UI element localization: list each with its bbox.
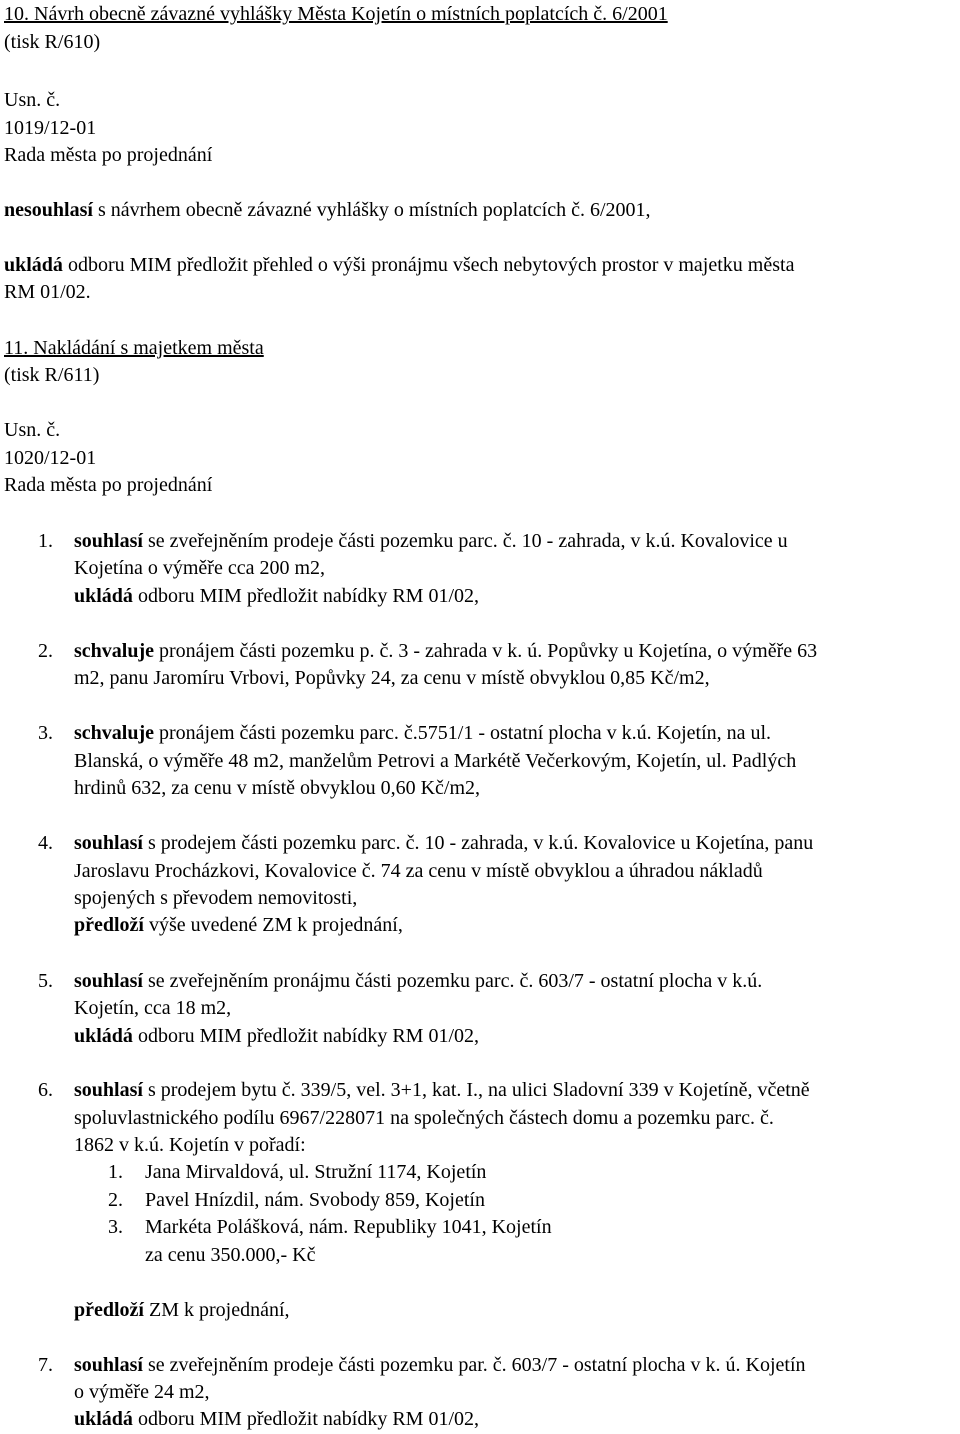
section-10-resolution-2-cont: RM 01/02. — [4, 281, 91, 303]
item-number: 7. — [38, 1354, 53, 1376]
item-1-line-3 — [74, 584, 479, 608]
keyword-nesouhlasi: nesouhlasí — [4, 199, 93, 221]
item-4-line-2: Jaroslavu Procházkovi, Kovalovice č. 74 za cenu v místě obvyklou a úhradou nákladů — [74, 860, 763, 882]
item-5-line-2: Kojetín, cca 18 m2, — [74, 997, 232, 1019]
item-6-line-2: spoluvlastnického podílu 6967/228071 na společných částech domu a pozemku parc. č. — [74, 1107, 774, 1129]
item-6-price: za cenu 350.000,- Kč — [145, 1244, 316, 1266]
section-11-heading: 11. Nakládání s majetkem města — [4, 337, 264, 359]
resolution-text: s návrhem obecně závazné vyhlášky o místních poplatcích č. 6/2001, — [92, 199, 651, 221]
item-text: se zveřejněním pronájmu části pozemku parc. č. 603/7 - ostatní plocha v k.ú. — [142, 970, 763, 992]
item-7-line-2: o výměře 24 m2, — [74, 1381, 210, 1403]
section-10-resolution-1 — [4, 198, 651, 222]
item-1-line-1 — [74, 529, 788, 553]
sub-item-text: Pavel Hnízdil, nám. Svobody 859, Kojetín — [145, 1189, 485, 1211]
item-number: 2. — [38, 640, 53, 662]
section-10-heading: 10. Návrh obecně závazné vyhlášky Města Kojetín o místních poplatcích č. 6/2001 — [4, 3, 668, 25]
item-text: ZM k projednání, — [144, 1299, 290, 1321]
item-7-line-3 — [74, 1407, 479, 1431]
item-text: se zveřejněním prodeje části pozemku par. č. 603/7 - ostatní plocha v k. ú. Kojetín — [142, 1354, 806, 1376]
section-10-usn-label: Usn. č. — [4, 89, 61, 111]
keyword-schvaluje: schvaluje — [74, 640, 154, 662]
keyword-uklada: ukládá — [4, 254, 63, 276]
item-4-line-3: spojených s převodem nemovitosti, — [74, 887, 358, 909]
item-number: 3. — [38, 722, 53, 744]
item-3-line-1 — [74, 721, 771, 745]
section-10-resolution-2 — [4, 253, 794, 277]
item-text: s prodejem bytu č. 339/5, vel. 3+1, kat. I., na ulici Sladovní 339 v Kojetíně, včetně — [142, 1079, 810, 1101]
item-number: 4. — [38, 832, 53, 854]
section-10-rada: Rada města po projednání — [4, 144, 213, 166]
keyword-uklada: ukládá — [74, 1025, 133, 1047]
sub-item-number: 3. — [108, 1216, 123, 1238]
item-2-line-2: m2, panu Jaromíru Vrbovi, Popůvky 24, za cenu v místě obvyklou 0,85 Kč/m2, — [74, 667, 710, 689]
item-6-line-last — [74, 1298, 290, 1322]
item-number: 1. — [38, 530, 53, 552]
item-6-line-1 — [74, 1078, 810, 1102]
keyword-souhlasi: souhlasí — [74, 1079, 143, 1101]
item-text: výše uvedené ZM k projednání, — [144, 914, 403, 936]
item-1-line-2: Kojetína o výměře cca 200 m2, — [74, 557, 326, 579]
item-2-line-1 — [74, 639, 817, 663]
item-text: odboru MIM předložit nabídky RM 01/02, — [132, 585, 480, 607]
keyword-souhlasi: souhlasí — [74, 1354, 143, 1376]
item-text: odboru MIM předložit nabídky RM 01/02, — [132, 1408, 480, 1430]
item-text: pronájem části pozemku p. č. 3 - zahrada v k. ú. Popůvky u Kojetína, o výměře 63 — [154, 640, 818, 662]
item-6-line-3: 1862 v k.ú. Kojetín v pořadí: — [74, 1134, 306, 1156]
sub-item-text: Jana Mirvaldová, ul. Stružní 1174, Kojetín — [145, 1161, 487, 1183]
sub-item-number: 2. — [108, 1189, 123, 1211]
keyword-souhlasi: souhlasí — [74, 530, 143, 552]
item-text: s prodejem části pozemku parc. č. 10 - zahrada, v k.ú. Kovalovice u Kojetína, panu — [142, 832, 814, 854]
item-4-line-4 — [74, 913, 403, 937]
item-3-line-2: Blanská, o výměře 48 m2, manželům Petrovi a Markétě Večerkovým, Kojetín, ul. Padlých — [74, 750, 797, 772]
section-11-rada: Rada města po projednání — [4, 474, 213, 496]
section-10-tisk: (tisk R/610) — [4, 31, 101, 53]
keyword-predlozi: předloží — [74, 914, 144, 936]
section-11-tisk: (tisk R/611) — [4, 364, 100, 386]
section-10-usn-number: 1019/12-01 — [4, 117, 97, 139]
keyword-predlozi: předloží — [74, 1299, 144, 1321]
item-number: 6. — [38, 1079, 53, 1101]
item-text: se zveřejněním prodeje části pozemku parc. č. 10 - zahrada, v k.ú. Kovalovice u — [142, 530, 788, 552]
section-11-usn-label: Usn. č. — [4, 419, 61, 441]
item-5-line-1 — [74, 969, 762, 993]
item-7-line-1 — [74, 1353, 806, 1377]
sub-item-text: Markéta Polášková, nám. Republiky 1041, Kojetín — [145, 1216, 552, 1238]
resolution-text: odboru MIM předložit přehled o výši pronájmu všech nebytových prostor v majetku města — [62, 254, 795, 276]
item-5-line-3 — [74, 1024, 479, 1048]
keyword-uklada: ukládá — [74, 1408, 133, 1430]
section-11-usn-number: 1020/12-01 — [4, 447, 97, 469]
item-number: 5. — [38, 970, 53, 992]
item-text: pronájem části pozemku parc. č.5751/1 - ostatní plocha v k.ú. Kojetín, na ul. — [154, 722, 772, 744]
item-4-line-1 — [74, 831, 813, 855]
keyword-schvaluje: schvaluje — [74, 722, 154, 744]
keyword-uklada: ukládá — [74, 585, 133, 607]
keyword-souhlasi: souhlasí — [74, 832, 143, 854]
sub-item-number: 1. — [108, 1161, 123, 1183]
keyword-souhlasi: souhlasí — [74, 970, 143, 992]
item-text: odboru MIM předložit nabídky RM 01/02, — [132, 1025, 480, 1047]
item-3-line-3: hrdinů 632, za cenu v místě obvyklou 0,60 Kč/m2, — [74, 777, 481, 799]
